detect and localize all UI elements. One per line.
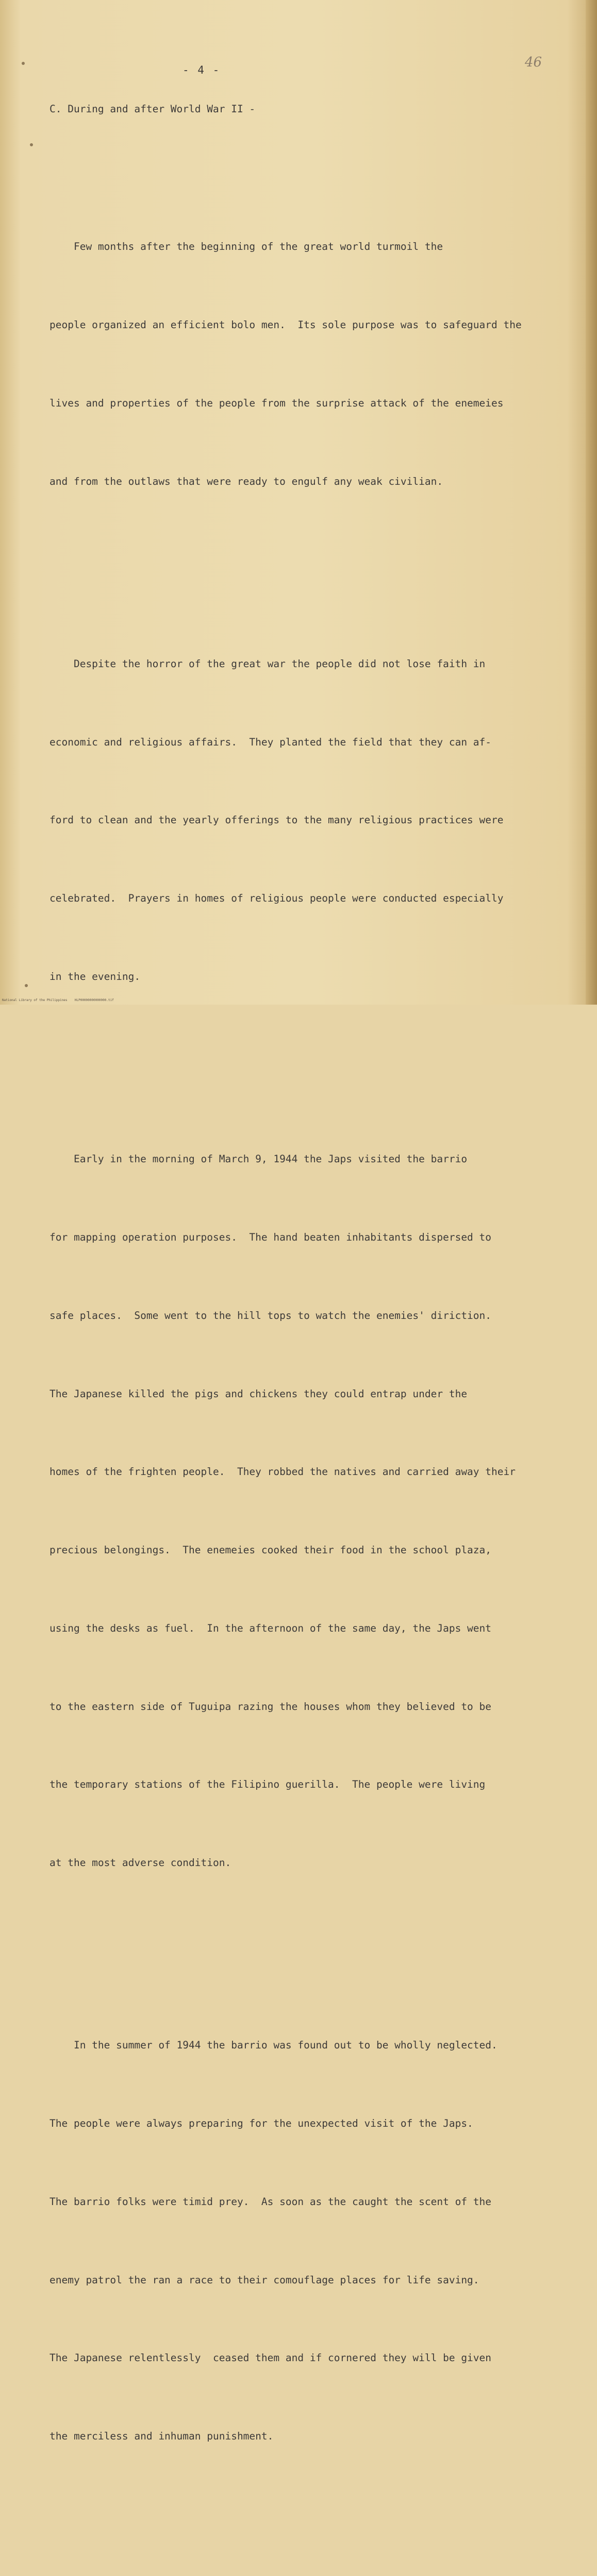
margin-mark bbox=[22, 62, 25, 65]
text-line: to the eastern side of Tuguipa razing the houses whom they believed to be bbox=[49, 1700, 492, 1713]
scan-footer: National Library of the Philippines HLP00000000000000.tif bbox=[2, 998, 114, 1002]
text-line: safe places. Some went to the hill tops to watch the enemies' diriction. bbox=[49, 1309, 492, 1321]
text-line: Early in the morning of March 9, 1944 the Japs visited the barrio bbox=[49, 1153, 468, 1165]
text-line: enemy patrol the ran a race to their comouflage places for life saving. bbox=[49, 2274, 479, 2286]
page-binding-edge bbox=[586, 0, 597, 1005]
text-line: the merciless and inhuman punishment. bbox=[49, 2430, 274, 2443]
text-line: Few months after the beginning of the great world turmoil the bbox=[49, 241, 443, 253]
text-line: precious belongings. The enemeies cooked their food in the school plaza, bbox=[49, 1544, 492, 1556]
text-line: The people were always preparing for the unexpected visit of the Japs. bbox=[49, 2117, 473, 2130]
margin-mark bbox=[30, 143, 33, 146]
paragraph bbox=[49, 599, 565, 1042]
text-line: In the summer of 1944 the barrio was found out to be wholly neglected. bbox=[49, 2039, 498, 2052]
text-line: economic and religious affairs. They planted the field that they can af- bbox=[49, 736, 492, 748]
text-line: The barrio folks were timid prey. As soon as the caught the scent of the bbox=[49, 2195, 492, 2208]
page-number: - 4 - bbox=[183, 64, 221, 76]
text-line: celebrated. Prayers in homes of religious people were conducted especially bbox=[49, 892, 504, 905]
margin-mark bbox=[25, 984, 28, 987]
paragraph bbox=[49, 1980, 565, 2502]
document-body bbox=[49, 130, 565, 2576]
text-line: and from the outlaws that were ready to engulf any weak civilian. bbox=[49, 475, 443, 487]
paragraph bbox=[49, 2554, 565, 2576]
text-line: the temporary stations of the Filipino guerilla. The people were living bbox=[49, 1778, 486, 1791]
text-line: Despite the horror of the great war the people did not lose faith in bbox=[49, 657, 486, 670]
section-heading: C. During and after World War II - bbox=[49, 103, 256, 115]
paragraph bbox=[49, 1094, 565, 1928]
handwritten-folio-number: 46 bbox=[525, 55, 542, 70]
text-line: for mapping operation purposes. The hand beaten inhabitants dispersed to bbox=[49, 1231, 492, 1243]
text-line: The Japanese killed the pigs and chickens they could entrap under the bbox=[49, 1387, 468, 1400]
paragraph bbox=[49, 182, 565, 547]
text-line: in the evening. bbox=[49, 971, 141, 982]
text-line: homes of the frighten people. They robbed the natives and carried away their bbox=[49, 1466, 516, 1478]
text-line: using the desks as fuel. In the afternoon of the same day, the Japs went bbox=[49, 1622, 492, 1634]
text-line: The Japanese relentlessly ceased them and if cornered they will be given bbox=[49, 2352, 492, 2364]
text-line: at the most adverse condition. bbox=[49, 1857, 231, 1869]
text-line: people organized an efficient bolo men. Its sole purpose was to safeguard the bbox=[49, 319, 522, 331]
text-line: lives and properties of the people from the surprise attack of the enemeies bbox=[49, 397, 504, 409]
text-line: ford to clean and the yearly offerings to the many religious practices were bbox=[49, 814, 504, 826]
